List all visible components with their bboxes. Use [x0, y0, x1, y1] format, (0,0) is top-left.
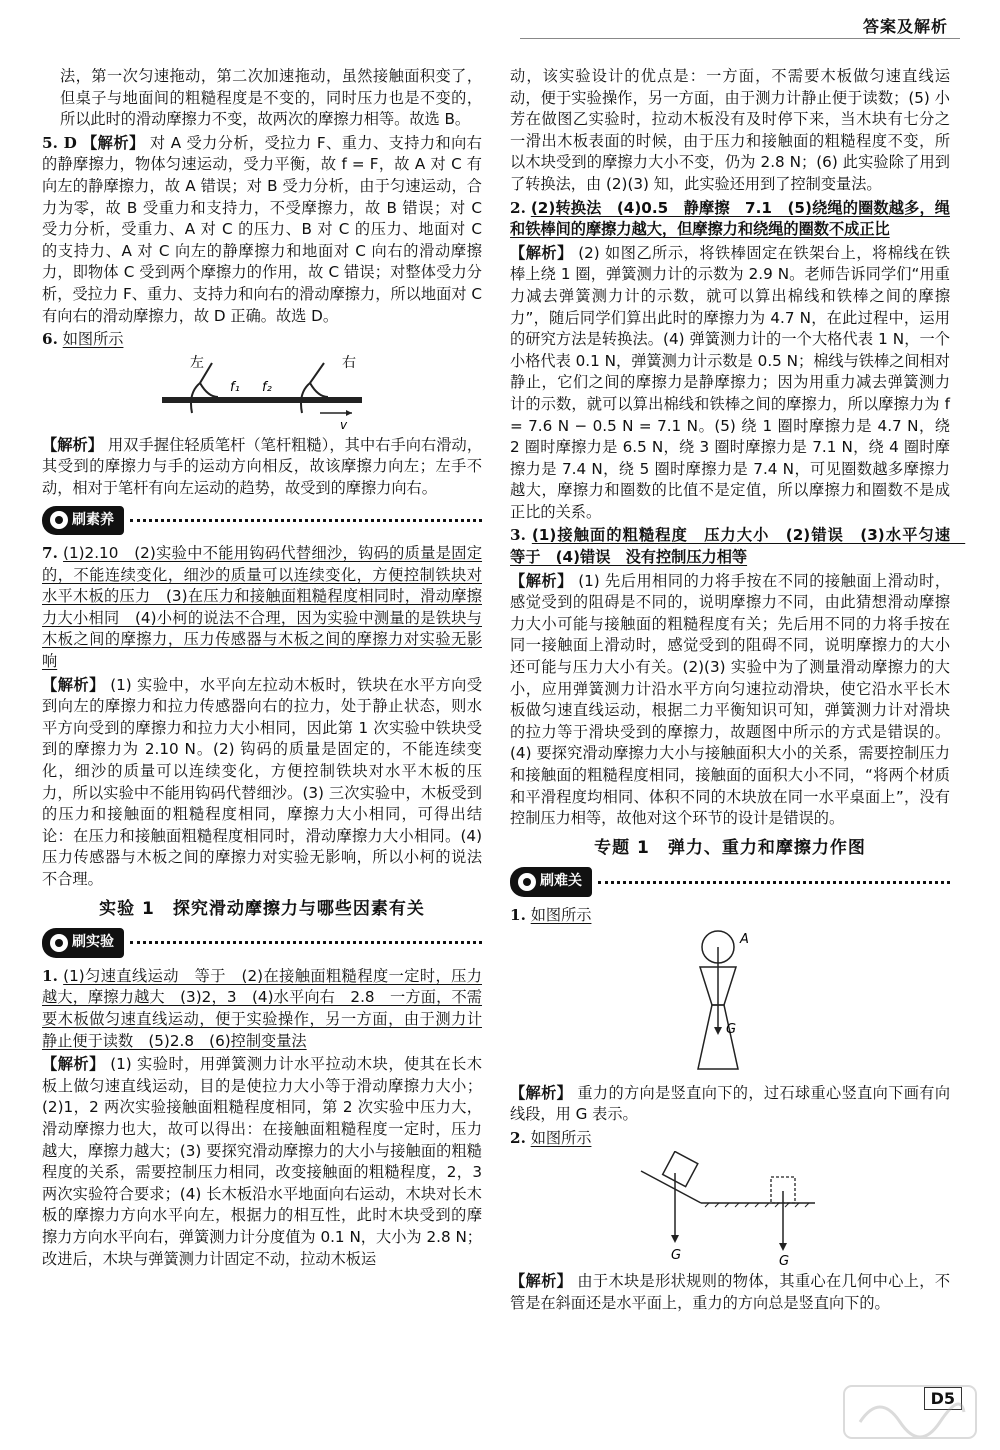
analysis-text: 重力的方向是竖直向下的，过石球重心竖直向下画有向线段，用 G 表示。 — [510, 1083, 951, 1124]
analysis-tag: 【解析】 — [510, 1083, 573, 1102]
analysis-text: (1) 实验中，水平向左拉动木板时，铁块在水平方向受到向左的摩擦力和拉力传感器向右的拉力，处于静止状态，则水平方向受到的摩擦力和拉力大小相同，因此第 1 次实验中铁块受到的摩擦力为 2.10 N。(2) 钩码的质量是固定的，不能连续变化，细沙的质量可以连续变化，方便控制铁块对水平木板的压力，所以实验中不能用钩码代替细沙。(3) 三次实验中，木板受到的压力和接触面的粗糙程度相同，摩擦力大小相同，可得出结论：在压力和接触面粗糙程度相同时，滑动摩擦力大小相同。(4) 压力传感器与木板之间的摩擦力对实验无影响，所以小柯的说法不合理。 — [42, 675, 483, 888]
left-column — [42, 66, 482, 1272]
page-header: 答案及解析 — [862, 17, 948, 36]
experiment-question-2 — [510, 198, 950, 241]
question-number: 5. D — [42, 133, 77, 152]
analysis-tag: 【解析】 — [82, 133, 145, 152]
analysis-tag: 【解析】 — [510, 1272, 573, 1291]
section-badge — [510, 867, 950, 897]
answer-text: 如图所示 — [530, 1128, 592, 1147]
badge-icon — [518, 873, 536, 891]
badge-label: 刷实验 — [72, 934, 114, 951]
section-title: 专题 1 弹力、重力和摩擦力作图 — [594, 837, 866, 858]
label-right: 右 — [342, 354, 356, 371]
analysis-tag: 【解析】 — [42, 1055, 105, 1074]
badge-icon — [50, 511, 68, 529]
question-7 — [42, 543, 482, 673]
label-g1: G — [671, 1248, 682, 1264]
answer-text: (2)转换法 (4)0.5 静摩擦 7.1 (5)绕绳的圈数越多，绳和铁棒间的摩擦力越大，但摩擦力和绕绳的圈数不成正比 — [510, 198, 950, 239]
analysis-text: 对 A 受力分析，受拉力 F、重力、支持力和向右的静摩擦力，物体匀速运动，受力平衡，故 f = F，故 A 对 C 有向左的静摩擦力，故 A 错误；对 B 受力分析，由于匀速运动，合力为零，故 B 受重力和支持力，不受摩擦力，故 B 错误；对 C 受力分析，受重力、A 对 C 的压力、B 对 C 的压力、地面对 C 的支持力、A 对 C 向左的静摩擦力和地面对 C 向右的滑动摩擦力，即物体 C 受到两个摩擦力的作用，故 C 错误；对整体受力分析，受拉力 F、重力、支持力和向右的滑动摩擦力，所以地面对 C 有向右的滑动摩擦力，故 D 正确。故选 D。 — [42, 133, 482, 325]
paragraph: 法，第一次匀速拖动，第二次加速拖动，虽然接触面积变了，但桌子与地面间的粗糙程度是不变的，同时压力也是不变的，所以此时的滑动摩擦力不变，故两次的摩擦力相等。故选 B。 — [60, 67, 482, 129]
label-g: G — [726, 1021, 737, 1037]
answer-text: 如图所示 — [62, 330, 124, 349]
analysis-tag: 【解析】 — [510, 243, 573, 262]
badge-icon — [50, 934, 68, 952]
incline-block-figure — [635, 1151, 825, 1267]
section-badge — [42, 506, 482, 536]
stone-ball-figure — [680, 929, 780, 1079]
label-a: A — [740, 931, 749, 947]
label-f1: f₁ — [230, 379, 240, 395]
question-6 — [42, 329, 482, 351]
drawing-question-2-analysis — [510, 1271, 950, 1314]
question-number: 3. — [510, 526, 526, 545]
question-number: 1. — [42, 966, 58, 985]
label-g2: G — [779, 1254, 790, 1268]
answer-text: (1)2.10 (2)实验中不能用钩码代替细沙，钩码的质量是固定的，不能连续变化，细沙的质量可以连续变化，方便控制铁块对水平木板的压力 (3)在压力和接触面粗糙程度相同时，滑动摩擦力大小相同 (4)小柯的说法不合理，因为实验中测量的是铁块与木板之间的摩擦力，压力传感器与木板之间的摩擦力对实验无影响 — [42, 544, 483, 671]
analysis-text: (1) 实验时，用弹簧测力计水平拉动木块，使其在长木板上做匀速直线运动，目的是使拉力大小等于滑动摩擦力大小；(2)1，2 两次实验接触面粗糙程度相同，第 2 次实验中压力大，滑动摩擦力也大，故可以得出：在接触面粗糙程度一定时，压力越大，摩擦力越大；(3) 要探究滑动摩擦力的大小与接触面的粗糙程度的关系，需要控制压力相同，改变接触面的粗糙程度，2，3 两次实验符合要求；(4) 长木板沿水平地面向右运动，木块对长木板的摩擦力方向水平向左，根据力的相互性，此时木块受到的摩擦力方向水平向右，弹簧测力计分度值为 0.1 N，大小为 2.8 N；改进后，木块与弹簧测力计固定不动，拉动木板运 — [42, 1055, 483, 1268]
analysis-text: 用双手握住轻质笔杆（笔杆粗糙），其中右手向右滑动，其受到的摩擦力与手的运动方向相反，故该摩擦力向左；左手不动，相对于笔杆有向左运动的趋势，故受到的摩擦力向右。 — [42, 435, 483, 497]
header-divider — [520, 38, 960, 39]
question-5 — [42, 133, 482, 327]
answer-text: 如图所示 — [530, 905, 592, 924]
analysis-text: (2) 如图乙所示，将铁棒固定在铁架台上，将棉线在铁棒上绕 1 圈，弹簧测力计的示数为 2.9 N。老师告诉同学们“用重力减去弹簧测力计的示数，就可以算出棉线和铁棒之间的摩擦力”，随后同学们算出此时的摩擦力为 4.7 N，在此过程中，运用的研究方法是转换法。(4) 弹簧测力计的一个大格代表 1 N，一个小格代表 0.1 N，弹簧测力计示数是 0.5 N；棉线与铁棒之间相对静止，它们之间的摩擦力是静摩擦力；因为用重力减去弹簧测力计的示数，就可以算出棉线和铁棒之间的摩擦力，所以摩擦力为 f = 7.6 N − 0.5 N = 7.1 N。(5) 绕 1 圈时摩擦力是 4.7 N，绕 2 圈时摩擦力是 6.5 N，绕 3 圈时摩擦力是 7.1 N，绕 4 圈时摩擦力是 7.4 N，绕 5 圈时摩擦力是 7.4 N，可见圈数越多摩擦力越大，摩擦力和圈数的比值不是定值，所以摩擦力和圈数不是成正比的关系。 — [510, 243, 951, 521]
drawing-question-2 — [510, 1128, 950, 1150]
question-number: 6. — [42, 330, 58, 349]
watermark-logo — [840, 1382, 980, 1442]
analysis-tag: 【解析】 — [42, 675, 105, 694]
section-title: 实验 1 探究滑动摩擦力与哪些因素有关 — [99, 898, 425, 919]
experiment-question-3-analysis — [510, 571, 950, 830]
analysis-text: 由于木块是形状规则的物体，其重心在几何中心上，不管是在斜面还是水平面上，重力的方向总是竖直向下的。 — [510, 1272, 951, 1312]
badge-label: 刷素养 — [72, 511, 114, 528]
question-number: 1. — [510, 905, 526, 924]
paragraph: 动，该实验设计的优点是：一方面，不需要木板做匀速直线运动，便于实验操作，另一方面，由于测力计静止便于读数；(5) 小芳在做图乙实验时，拉动木板没有及时停下来，当木块有七分之一滑出木板表面的时候，由于压力和接触面的粗糙程度不变，所以木块受到的摩擦力大小不变，仍为 2.8 N；(6) 此实验除了用到了转换法，由 (2)(3) 知，此实验还用到了控制变量法。 — [510, 67, 950, 193]
drawing-question-1-analysis — [510, 1083, 950, 1126]
label-f2: f₂ — [262, 379, 272, 395]
experiment-question-2-analysis — [510, 243, 950, 524]
hands-pen-figure — [152, 353, 372, 431]
label-left: 左 — [190, 354, 204, 371]
page-number: D5 — [924, 1387, 962, 1410]
badge-label: 刷难关 — [540, 873, 582, 890]
question-6-analysis — [42, 435, 482, 500]
label-v: v — [340, 417, 348, 431]
analysis-tag: 【解析】 — [42, 435, 104, 454]
experiment-question-1-analysis — [42, 1054, 482, 1270]
block-on-incline — [663, 1152, 698, 1187]
answer-text: (1)匀速直线运动 等于 (2)在接触面粗糙程度一定时，压力越大，摩擦力越大 (3)2，3 (4)水平向右 2.8 一方面，不需要木板做匀速直线运动，便于实验操作，另一方面，由于测力计静止便于读数 (5)2.8 (6)控制变量法 — [42, 966, 482, 1050]
question-number: 2. — [510, 198, 526, 217]
question-7-analysis — [42, 675, 482, 891]
drawing-question-1 — [510, 905, 950, 927]
experiment-question-1 — [42, 966, 482, 1052]
right-column — [510, 66, 966, 1317]
analysis-tag: 【解析】 — [510, 571, 573, 590]
analysis-text: (1) 先后用相同的力将手按在不同的接触面上滑动时，感觉受到的阻碍是不同的，说明摩擦力不同，由此猜想滑动摩擦力大小可能与接触面的粗糙程度有关；先后用不同的力将手按在同一接触面上滑动时，感觉受到的阻碍不同，说明摩擦力的大小还可能与压力大小有关。(2)(3) 实验中为了测量滑动摩擦力的大小，应用弹簧测力计沿水平方向匀速拉动滑块，使它沿水平长木板做匀速直线运动，根据二力平衡知识可知，弹簧测力计对滑块的拉力等于滑块受到的摩擦力，故题图中所示的方式是错误的。(4) 要探究滑动摩擦力大小与接触面积大小的关系，需要控制压力和接触面的粗糙程度相同，接触面的面积大小不同，“将两个材质和平滑程度均相同、体积不同的木块放在同一水平桌面上”，没有控制压力相等，故他对这个环节的设计是错误的。 — [510, 571, 951, 828]
question-number: 2. — [510, 1128, 526, 1147]
answer-text: (1)接触面的粗糙程度 压力大小 (2)错误 (3)水平匀速 等于 (4)错误 没有控制压力相等 — [510, 526, 966, 567]
section-badge — [42, 928, 482, 958]
question-number: 7. — [42, 544, 58, 563]
experiment-question-3 — [510, 525, 966, 568]
